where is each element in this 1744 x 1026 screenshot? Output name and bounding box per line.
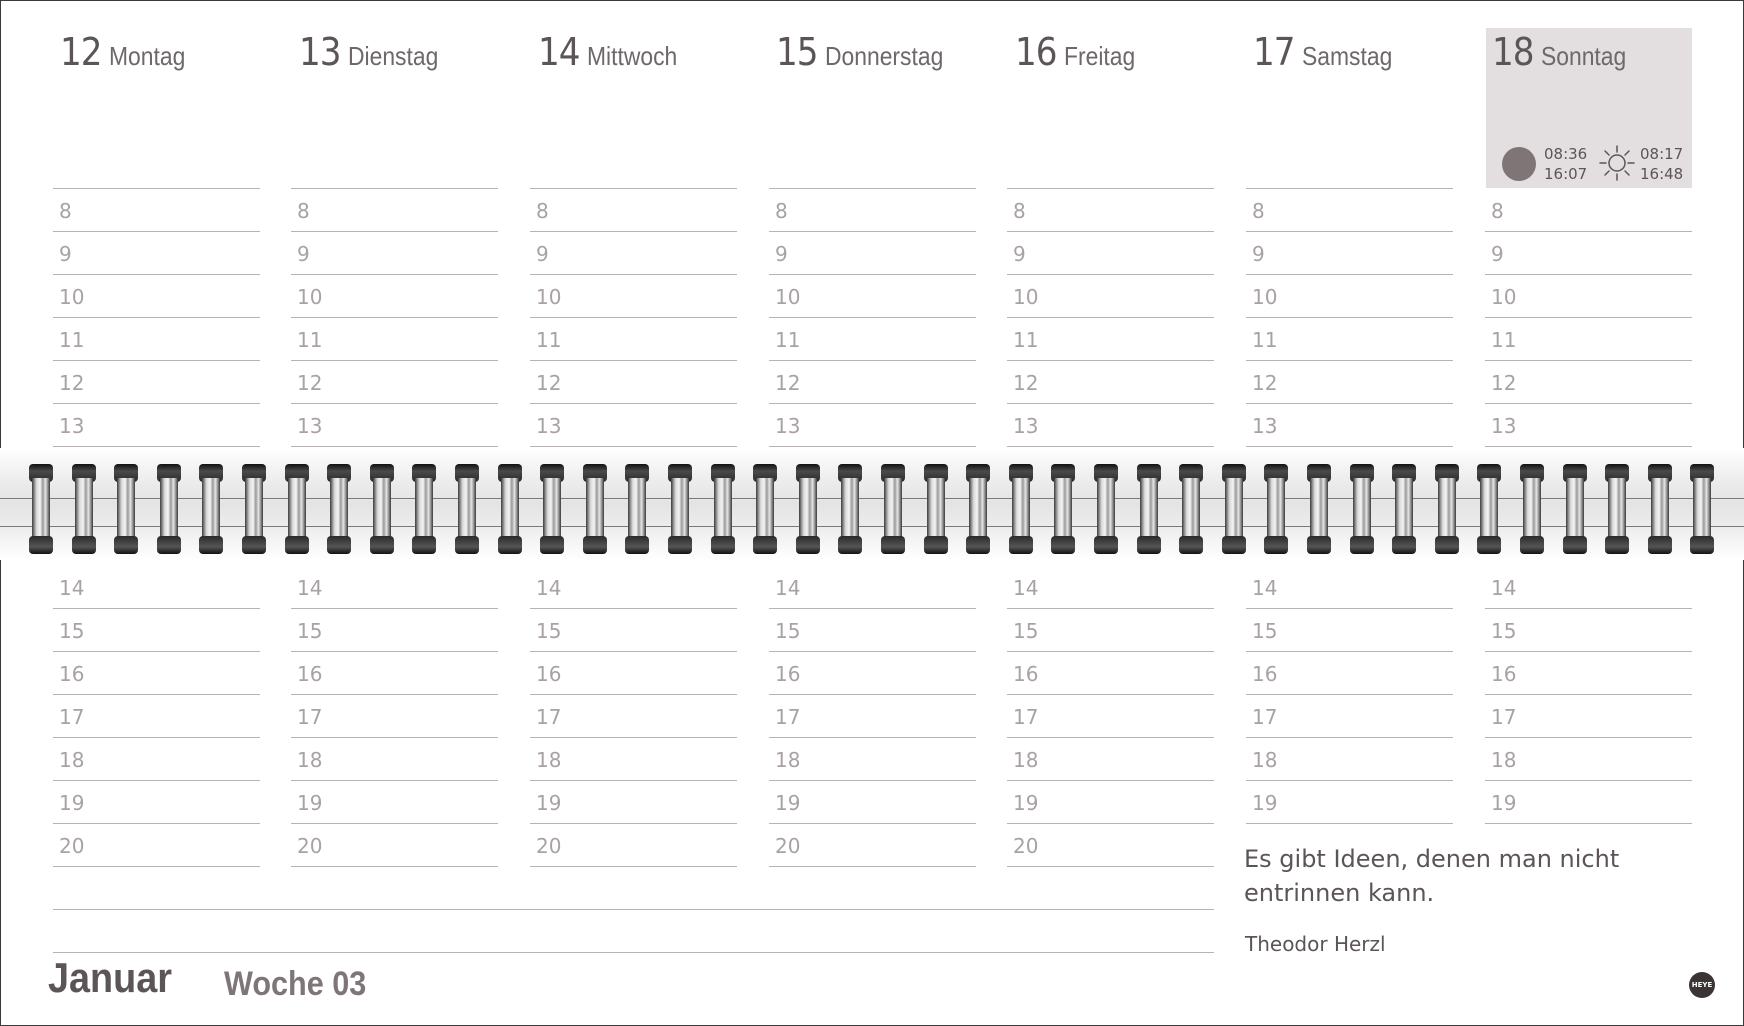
hour-label-12: 12 [1013,371,1039,395]
hour-separator [1485,780,1692,781]
binding-ring [242,464,266,554]
hour-separator [1007,446,1214,447]
hour-label-12: 12 [536,371,562,395]
hour-label-13: 13 [59,414,85,438]
hour-label-18: 18 [297,748,323,772]
hour-label-16: 16 [1491,662,1517,686]
moon-rise-time: 08:36 [1544,145,1588,163]
hour-label-17: 17 [1252,705,1278,729]
hour-label-19: 19 [1013,791,1039,815]
hour-separator [1246,274,1453,275]
hour-separator [1246,231,1453,232]
hour-label-17: 17 [297,705,323,729]
hour-separator [769,737,976,738]
hour-label-16: 16 [59,662,85,686]
hour-separator [769,231,976,232]
hour-label-11: 11 [1013,328,1039,352]
hour-separator [530,360,737,361]
hour-separator [530,274,737,275]
hour-separator [1246,651,1453,652]
hour-label-14: 14 [775,576,801,600]
hour-separator [291,780,498,781]
hour-label-18: 18 [1013,748,1039,772]
binding-ring [72,464,96,554]
hour-separator [53,737,260,738]
hour-label-13: 13 [536,414,562,438]
hour-separator [1485,608,1692,609]
hour-label-10: 10 [59,285,85,309]
binding-ring [753,464,777,554]
hour-label-19: 19 [59,791,85,815]
hour-separator [291,866,498,867]
hour-separator [769,446,976,447]
notes-line [53,909,1214,910]
hour-separator [769,274,976,275]
hour-label-11: 11 [59,328,85,352]
day-header-thursday [776,30,959,74]
hour-separator [1485,360,1692,361]
hour-label-20: 20 [297,834,323,858]
hour-separator [769,651,976,652]
hour-label-9: 9 [1013,242,1026,266]
hour-label-12: 12 [775,371,801,395]
hour-separator [1246,317,1453,318]
binding-ring [199,464,223,554]
binding-ring [1179,464,1203,554]
binding-ring [114,464,138,554]
hour-label-15: 15 [297,619,323,643]
binding-ring [1477,464,1501,554]
hour-separator [769,694,976,695]
binding-ring [1009,464,1033,554]
hour-separator [1007,780,1214,781]
hour-label-10: 10 [1252,285,1278,309]
hour-label-16: 16 [297,662,323,686]
hour-separator [291,360,498,361]
sun-times [1640,144,1683,184]
binding-ring [711,464,735,554]
hour-separator [530,608,737,609]
day-header-wednesday [538,30,689,74]
hour-separator [291,317,498,318]
hour-label-13: 13 [297,414,323,438]
hour-separator [530,694,737,695]
hour-label-14: 14 [1013,576,1039,600]
day-name: Samstag [1301,41,1392,71]
hour-label-19: 19 [1491,791,1517,815]
day-header-tuesday [299,30,450,74]
hour-separator [53,780,260,781]
hour-separator [769,780,976,781]
binding-ring [881,464,905,554]
hour-separator [291,446,498,447]
hour-label-18: 18 [775,748,801,772]
day-number: 12 [60,30,102,74]
binding-ring [924,464,948,554]
week-label: Woche 03 [224,965,367,1003]
moon-set-time: 16:07 [1544,165,1588,183]
binding-ring [1435,464,1459,554]
hour-label-17: 17 [536,705,562,729]
hour-label-15: 15 [536,619,562,643]
hour-separator [530,231,737,232]
day-number: 14 [538,30,580,74]
hour-separator [530,780,737,781]
hour-separator [769,823,976,824]
hour-separator [1485,694,1692,695]
hour-separator [530,188,737,189]
hour-label-19: 19 [1252,791,1278,815]
binding-ring [838,464,862,554]
hour-separator [53,360,260,361]
hour-label-8: 8 [1491,199,1504,223]
hour-label-8: 8 [59,199,72,223]
day-number: 16 [1015,30,1057,74]
binding-ring [668,464,692,554]
hour-separator [53,608,260,609]
hour-label-13: 13 [1013,414,1039,438]
hour-separator [1246,780,1453,781]
binding-ring [370,464,394,554]
hour-separator [1007,231,1214,232]
hour-separator [53,403,260,404]
binding-ring [583,464,607,554]
hour-separator [1007,694,1214,695]
hour-label-11: 11 [536,328,562,352]
hour-label-12: 12 [59,371,85,395]
hour-label-12: 12 [1252,371,1278,395]
day-name: Freitag [1063,41,1135,71]
hour-separator [769,317,976,318]
hour-label-8: 8 [297,199,310,223]
publisher-logo: HEYE [1689,972,1715,998]
hour-separator [291,737,498,738]
hour-separator [530,823,737,824]
binding-ring [498,464,522,554]
hour-label-19: 19 [536,791,562,815]
binding-ring [157,464,181,554]
hour-separator [53,446,260,447]
hour-separator [530,403,737,404]
notes-line [53,952,1214,953]
binding-ring [540,464,564,554]
hour-label-20: 20 [536,834,562,858]
hour-separator [530,446,737,447]
sun-icon [1598,144,1636,182]
binding-ring [1520,464,1544,554]
binding-ring [1392,464,1416,554]
hour-label-11: 11 [1252,328,1278,352]
hour-separator [1007,317,1214,318]
hour-label-19: 19 [775,791,801,815]
hour-label-16: 16 [1252,662,1278,686]
hour-label-16: 16 [775,662,801,686]
day-number: 15 [776,30,818,74]
hour-label-20: 20 [1013,834,1039,858]
hour-label-10: 10 [1491,285,1517,309]
hour-label-15: 15 [775,619,801,643]
hour-separator [769,608,976,609]
binding-ring [1350,464,1374,554]
hour-separator [1485,737,1692,738]
binding-ring [625,464,649,554]
hour-separator [769,403,976,404]
hour-label-10: 10 [1013,285,1039,309]
hour-separator [1007,188,1214,189]
hour-label-18: 18 [59,748,85,772]
hour-label-16: 16 [536,662,562,686]
hour-separator [291,403,498,404]
sun-rise-time: 08:17 [1640,145,1684,163]
hour-label-8: 8 [536,199,549,223]
hour-separator [53,188,260,189]
hour-separator [1485,231,1692,232]
hour-label-10: 10 [775,285,801,309]
binding-ring [29,464,53,554]
day-number: 13 [299,30,341,74]
hour-separator [1246,608,1453,609]
hour-label-11: 11 [1491,328,1517,352]
hour-label-9: 9 [775,242,788,266]
hour-label-14: 14 [536,576,562,600]
hour-separator [53,651,260,652]
hour-label-11: 11 [775,328,801,352]
binding-ring [412,464,436,554]
hour-separator [1007,651,1214,652]
hour-label-9: 9 [1252,242,1265,266]
hour-label-9: 9 [297,242,310,266]
hour-separator [1007,823,1214,824]
day-name: Sonntag [1540,41,1626,71]
hour-label-15: 15 [1252,619,1278,643]
hour-separator [291,274,498,275]
hour-label-15: 15 [1013,619,1039,643]
hour-separator [1007,360,1214,361]
hour-separator [1485,446,1692,447]
day-header-sunday [1492,30,1637,74]
hour-separator [1485,274,1692,275]
hour-label-10: 10 [297,285,323,309]
day-name: Montag [108,41,185,71]
hour-separator [1007,737,1214,738]
hour-label-20: 20 [59,834,85,858]
hour-separator [1246,737,1453,738]
binding-ring [327,464,351,554]
hour-separator [1007,866,1214,867]
hour-label-10: 10 [536,285,562,309]
hour-label-18: 18 [1252,748,1278,772]
hour-label-9: 9 [59,242,72,266]
hour-separator [53,231,260,232]
hour-separator [53,317,260,318]
hour-separator [291,694,498,695]
hour-label-17: 17 [1491,705,1517,729]
hour-label-17: 17 [775,705,801,729]
hour-separator [291,231,498,232]
hour-separator [530,866,737,867]
hour-label-14: 14 [59,576,85,600]
binding-ring [285,464,309,554]
hour-separator [1007,274,1214,275]
hour-label-12: 12 [1491,371,1517,395]
binding-ring [1222,464,1246,554]
binding-ring [1094,464,1118,554]
sun-set-time: 16:48 [1640,165,1684,183]
hour-label-8: 8 [775,199,788,223]
day-header-monday [60,30,195,74]
hour-label-12: 12 [297,371,323,395]
hour-separator [291,651,498,652]
hour-separator [1007,403,1214,404]
hour-separator [1485,317,1692,318]
hour-label-17: 17 [1013,705,1039,729]
binding-ring [455,464,479,554]
quote-author: Theodor Herzl [1245,932,1386,956]
hour-separator [1485,651,1692,652]
hour-label-8: 8 [1013,199,1026,223]
hour-label-18: 18 [536,748,562,772]
binding-ring [1690,464,1714,554]
month-label: Januar [48,954,172,1001]
binding-ring [1648,464,1672,554]
hour-separator [530,737,737,738]
binding-ring [1051,464,1075,554]
binding-ring [1307,464,1331,554]
hour-separator [53,866,260,867]
hour-separator [530,651,737,652]
hour-label-9: 9 [1491,242,1504,266]
hour-separator [1246,188,1453,189]
hour-label-15: 15 [59,619,85,643]
binding-ring [796,464,820,554]
hour-label-13: 13 [1491,414,1517,438]
hour-label-9: 9 [536,242,549,266]
quote-text: Es gibt Ideen, denen man nicht entrinnen kann. [1244,845,1620,907]
hour-separator [1485,823,1692,824]
hour-label-13: 13 [1252,414,1278,438]
day-header-friday [1015,30,1144,74]
hour-separator [53,274,260,275]
day-name: Dienstag [347,41,438,71]
hour-separator [1485,403,1692,404]
hour-separator [53,694,260,695]
hour-separator [291,823,498,824]
binding-ring [1264,464,1288,554]
hour-label-19: 19 [297,791,323,815]
day-name: Mittwoch [586,41,677,71]
hour-label-14: 14 [1252,576,1278,600]
hour-label-16: 16 [1013,662,1039,686]
hour-separator [1246,694,1453,695]
day-number: 18 [1492,30,1534,74]
hour-separator [1246,823,1453,824]
binding-ring [1605,464,1629,554]
hour-separator [769,188,976,189]
hour-label-14: 14 [1491,576,1517,600]
hour-label-11: 11 [297,328,323,352]
moon-times [1544,144,1587,184]
hour-separator [1246,446,1453,447]
hour-label-15: 15 [1491,619,1517,643]
hour-label-14: 14 [297,576,323,600]
binding-ring [1563,464,1587,554]
hour-separator [291,608,498,609]
hour-label-13: 13 [775,414,801,438]
hour-label-17: 17 [59,705,85,729]
hour-separator [530,317,737,318]
hour-separator [769,866,976,867]
hour-label-18: 18 [1491,748,1517,772]
day-name: Donnerstag [824,41,943,71]
hour-separator [1246,403,1453,404]
binding-ring [966,464,990,554]
day-header-saturday [1253,30,1404,74]
day-number: 17 [1253,30,1295,74]
hour-separator [769,360,976,361]
hour-separator [1007,608,1214,609]
hour-separator [1246,360,1453,361]
full-moon-icon [1502,147,1536,181]
hour-separator [291,188,498,189]
binding-ring [1137,464,1161,554]
hour-separator [53,823,260,824]
hour-label-20: 20 [775,834,801,858]
hour-label-8: 8 [1252,199,1265,223]
